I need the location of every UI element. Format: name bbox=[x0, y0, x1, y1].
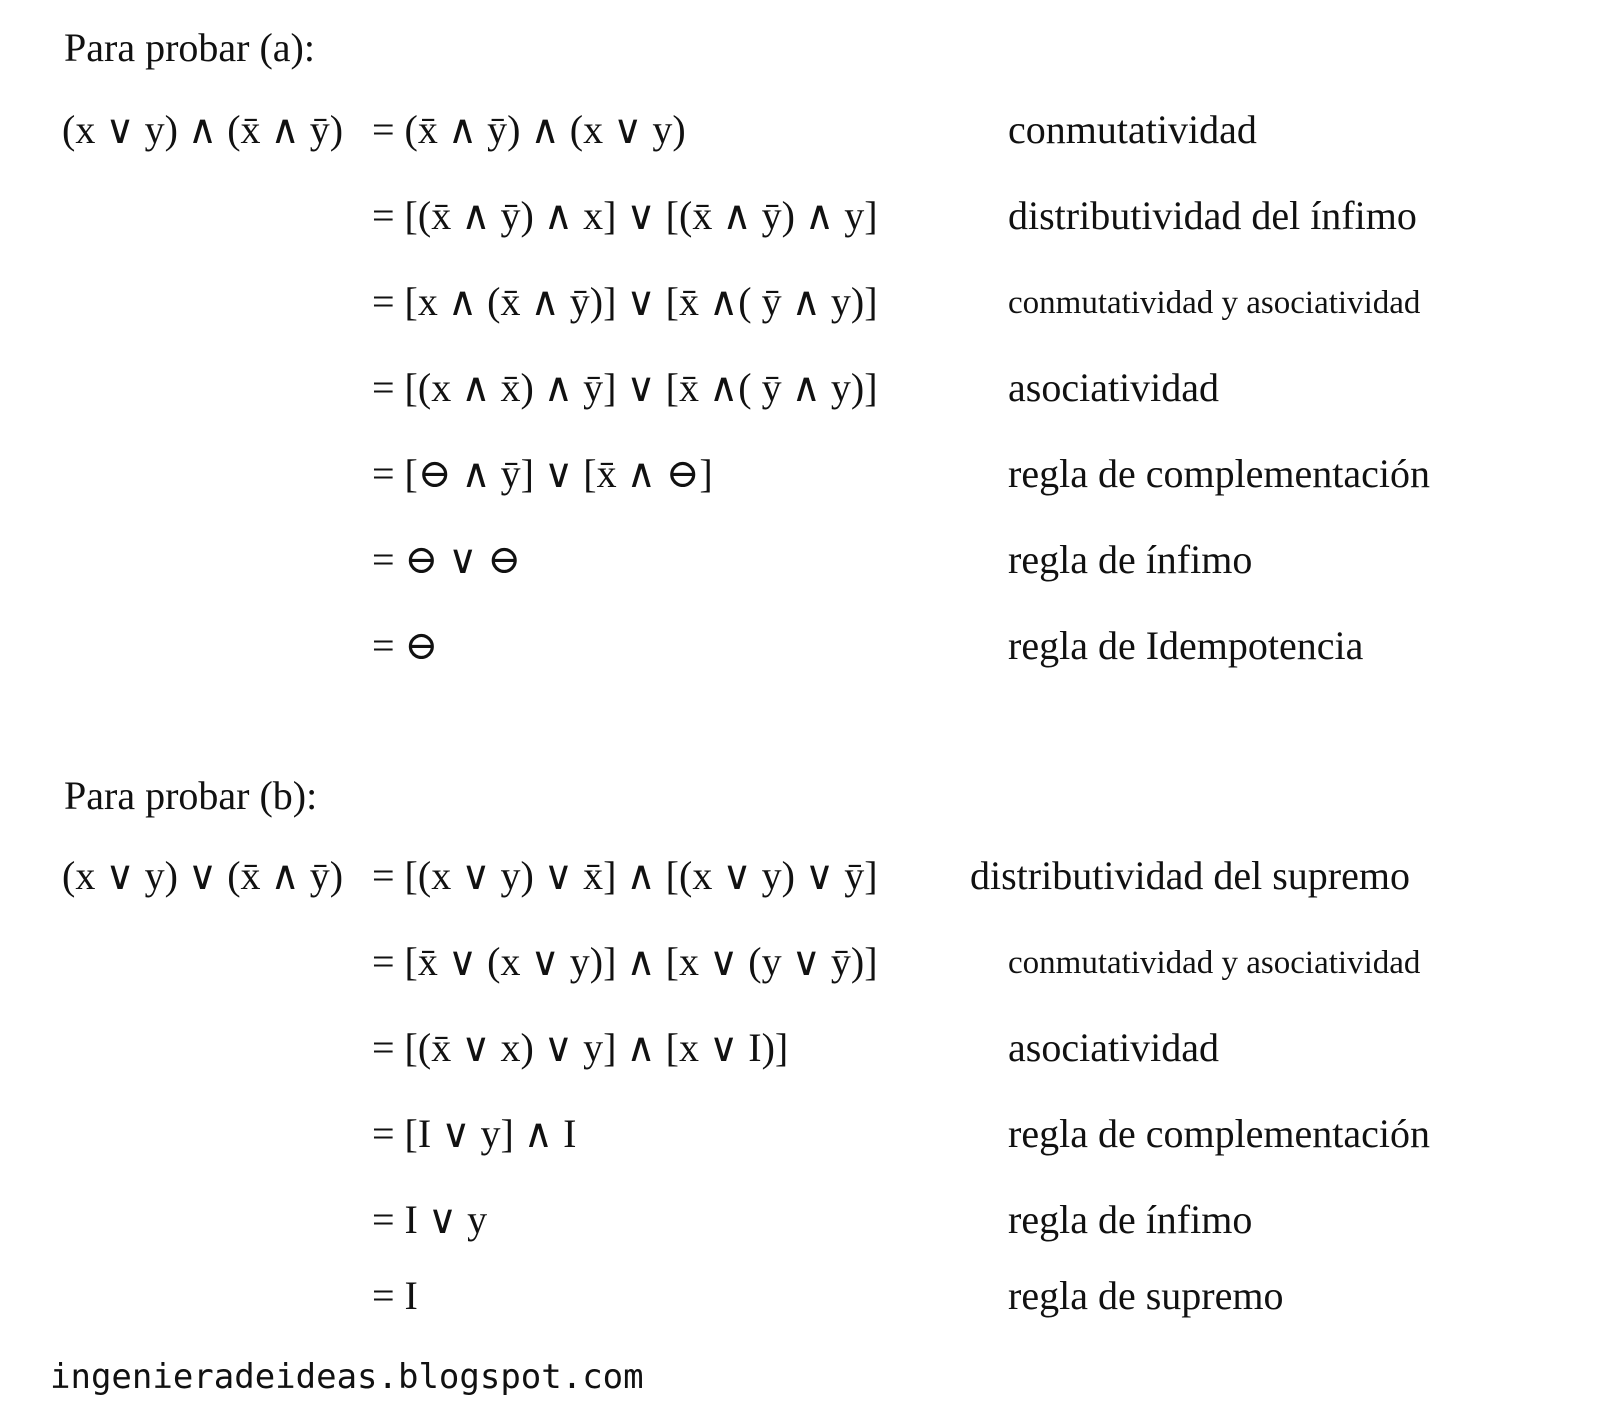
section-b-lhs-expression: (x ∨ y) ∨ (x̄ ∧ ȳ) bbox=[62, 853, 344, 898]
section-a-step-7-expression: = ⊖ bbox=[372, 623, 439, 668]
section-b-step-4-expression: = [I ∨ y] ∧ I bbox=[372, 1111, 577, 1156]
section-b-step-1-expression: = [(x ∨ y) ∨ x̄] ∧ [(x ∨ y) ∨ ȳ] bbox=[372, 853, 878, 898]
section-b-step-4-reason: regla de complementación bbox=[1008, 1111, 1431, 1156]
section-a-step-1-expression: = (x̄ ∧ ȳ) ∧ (x ∨ y) bbox=[372, 107, 686, 152]
section-a-step-4-expression: = [(x ∧ x̄) ∧ ȳ] ∨ [x̄ ∧( ȳ ∧ y)] bbox=[372, 365, 878, 410]
blog-url-footer: ingenieradeideas.blogspot.com bbox=[50, 1357, 644, 1397]
section-b-step-2-reason: conmutatividad y asociatividad bbox=[1008, 945, 1421, 981]
section-b-step-2-expression: = [x̄ ∨ (x ∨ y)] ∧ [x ∨ (y ∨ ȳ)] bbox=[372, 939, 878, 984]
section-b-step-3-expression: = [(x̄ ∨ x) ∨ y] ∧ [x ∨ I)] bbox=[372, 1025, 789, 1070]
section-b-step-5-reason: regla de ínfimo bbox=[1008, 1197, 1253, 1242]
section-a-step-1-reason: conmutatividad bbox=[1008, 107, 1257, 152]
section-a-step-7-reason: regla de Idempotencia bbox=[1008, 623, 1364, 668]
section-b-step-6-reason: regla de supremo bbox=[1008, 1273, 1284, 1318]
section-a-step-5-reason: regla de complementación bbox=[1008, 451, 1431, 496]
section-a-heading: Para probar (a): bbox=[64, 25, 315, 70]
section-a-step-6-reason: regla de ínfimo bbox=[1008, 537, 1253, 582]
section-a-lhs-expression: (x ∨ y) ∧ (x̄ ∧ ȳ) bbox=[62, 107, 344, 152]
section-a-step-5-expression: = [⊖ ∧ ȳ] ∨ [x̄ ∧ ⊖] bbox=[372, 451, 713, 496]
section-b-step-1-reason: distributividad del supremo bbox=[970, 853, 1410, 898]
section-a-step-2-reason: distributividad del ínfimo bbox=[1008, 193, 1417, 238]
section-a-step-6-expression: = ⊖ ∨ ⊖ bbox=[372, 537, 521, 582]
section-a-step-4-reason: asociatividad bbox=[1008, 365, 1220, 410]
section-b-heading: Para probar (b): bbox=[64, 773, 318, 818]
section-b-step-5-expression: = I ∨ y bbox=[372, 1197, 488, 1242]
section-a-step-2-expression: = [(x̄ ∧ ȳ) ∧ x] ∨ [(x̄ ∧ ȳ) ∧ y] bbox=[372, 193, 878, 238]
section-b-step-3-reason: asociatividad bbox=[1008, 1025, 1220, 1070]
section-b-step-6-expression: = I bbox=[372, 1273, 418, 1318]
section-a-step-3-reason: conmutatividad y asociatividad bbox=[1008, 285, 1421, 321]
section-a-step-3-expression: = [x ∧ (x̄ ∧ ȳ)] ∨ [x̄ ∧( ȳ ∧ y)] bbox=[372, 279, 878, 324]
